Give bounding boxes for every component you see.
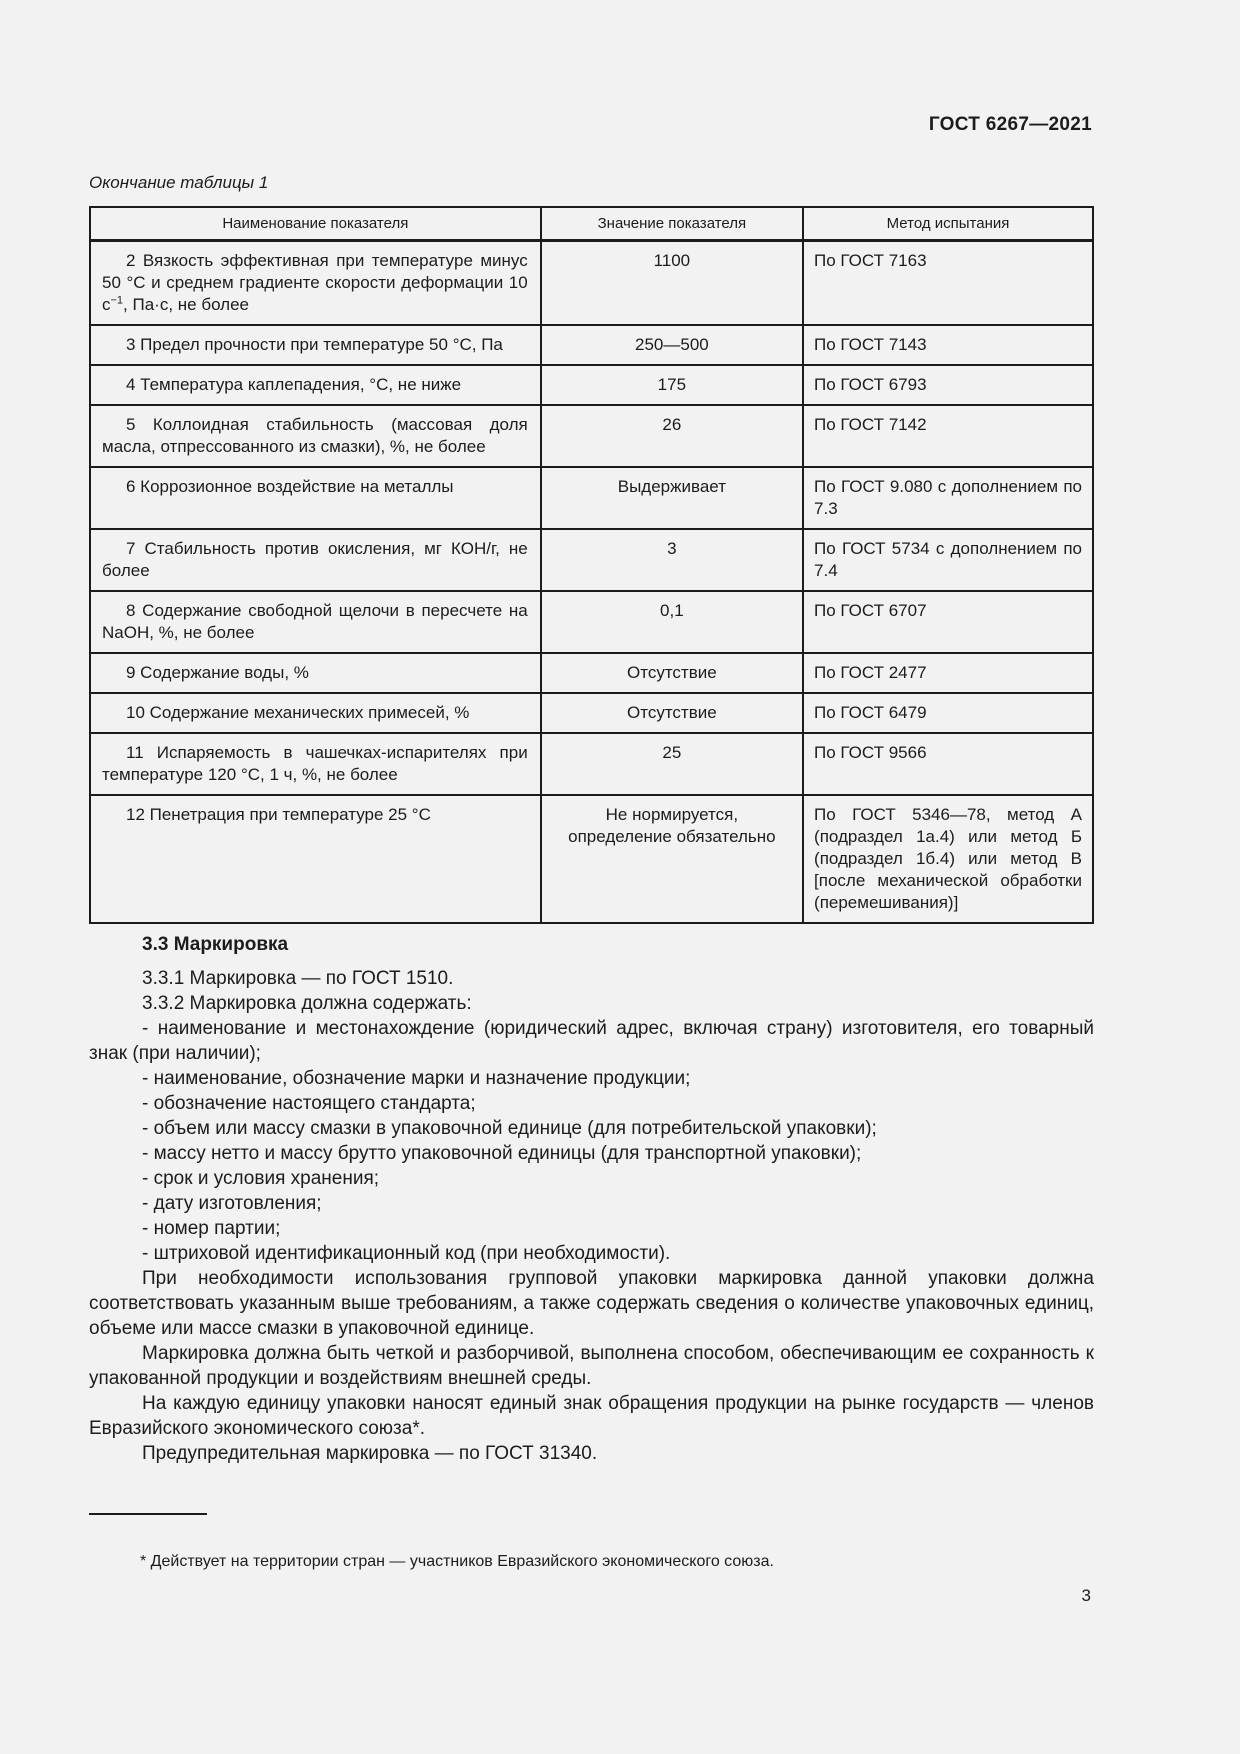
list-item: - наименование и местонахождение (юридический адрес, включая страну) изготовителя, его товарный знак (при наличии); — [89, 1018, 1094, 1064]
table-row — [90, 795, 1093, 923]
test-method-cell: По ГОСТ 6479 — [803, 693, 1093, 733]
indicator-name-cell: 11 Испаряемость в чашечках-испарителях при температуре 120 °С, 1 ч, %, не более — [90, 733, 541, 795]
footnote-divider — [89, 1513, 207, 1515]
table-row — [90, 693, 1093, 733]
indicator-name-cell: 9 Содержание воды, % — [90, 653, 541, 693]
indicator-name-cell — [90, 241, 541, 326]
exponent: −1 — [110, 294, 124, 307]
indicator-name-cell: 6 Коррозионное воздействие на металлы — [90, 467, 541, 529]
indicator-name-cell: 5 Коллоидная стабильность (массовая доля масла, отпрессованного из смазки), %, не более — [90, 405, 541, 467]
table-row — [90, 653, 1093, 693]
indicator-value-cell: Отсутствие — [541, 653, 803, 693]
test-method-cell: По ГОСТ 7163 — [803, 241, 1093, 326]
list-item: - штриховой идентификационный код (при необходимости). — [142, 1243, 671, 1264]
list-item: - дату изготовления; — [142, 1193, 322, 1214]
indicator-value-cell: Не нормируется, определение обязательно — [541, 795, 803, 923]
specification-table — [89, 206, 1094, 924]
indicator-name-cell: 8 Содержание свободной щелочи в пересчете на NaOH, %, не более — [90, 591, 541, 653]
paragraph: 3.3.2 Маркировка должна содержать: — [142, 993, 472, 1014]
test-method-cell: По ГОСТ 7143 — [803, 325, 1093, 365]
indicator-value-cell: 3 — [541, 529, 803, 591]
list-item: - наименование, обозначение марки и назначение продукции; — [142, 1068, 691, 1089]
table-caption: Окончание таблицы 1 — [89, 173, 269, 192]
indicator-name-cell: 3 Предел прочности при температуре 50 °С, Па — [90, 325, 541, 365]
test-method-cell: По ГОСТ 9566 — [803, 733, 1093, 795]
indicator-name-cell: 10 Содержание механических примесей, % — [90, 693, 541, 733]
paragraph: Маркировка должна быть четкой и разборчивой, выполнена способом, обеспечивающим ее сохранность к упакованной продукции и воздействиям внешней среды. — [89, 1343, 1094, 1389]
table-row — [90, 733, 1093, 795]
test-method-cell: По ГОСТ 5346—78, метод А (подраздел 1а.4) или метод Б (подраздел 1б.4) или метод В [после механической обработки (перемешивания)] — [803, 795, 1093, 923]
table-row — [90, 241, 1093, 326]
column-header-value: Значение показателя — [541, 207, 803, 241]
table-row — [90, 591, 1093, 653]
paragraph: 3.3.1 Маркировка — по ГОСТ 1510. — [142, 968, 454, 989]
indicator-value-cell: Отсутствие — [541, 693, 803, 733]
indicator-name-text-end: , Па·с, не более — [123, 295, 249, 314]
indicator-value-cell: Выдерживает — [541, 467, 803, 529]
list-item: - объем или массу смазки в упаковочной единице (для потребительской упаковки); — [142, 1118, 877, 1139]
table-row — [90, 325, 1093, 365]
paragraph: При необходимости использования групповой упаковки маркировка данной упаковки должна соответствовать указанным выше требованиям, а также содержать сведения о количестве упаковочных единиц, объеме или массе смазки в упаковочной единице. — [89, 1268, 1094, 1339]
paragraph: Предупредительная маркировка — по ГОСТ 31340. — [142, 1443, 598, 1464]
test-method-cell: По ГОСТ 2477 — [803, 653, 1093, 693]
list-item: - обозначение настоящего стандарта; — [142, 1093, 476, 1114]
indicator-value-cell: 175 — [541, 365, 803, 405]
table-row — [90, 405, 1093, 467]
list-item: - срок и условия хранения; — [142, 1168, 380, 1189]
test-method-cell: По ГОСТ 7142 — [803, 405, 1093, 467]
section-body — [89, 932, 1094, 1466]
list-item: - массу нетто и массу брутто упаковочной единицы (для транспортной упаковки); — [142, 1143, 862, 1164]
section-heading: 3.3 Маркировка — [142, 934, 289, 955]
test-method-cell: По ГОСТ 5734 с дополнением по 7.4 — [803, 529, 1093, 591]
list-item: - номер партии; — [142, 1218, 281, 1239]
indicator-name-text: 2 Вязкость эффективная при температуре минус 50 °С и среднем градиенте скорости деформации 10 с — [102, 251, 528, 314]
test-method-cell: По ГОСТ 6793 — [803, 365, 1093, 405]
table-row — [90, 529, 1093, 591]
column-header-name: Наименование показателя — [90, 207, 541, 241]
indicator-value-cell: 26 — [541, 405, 803, 467]
table-row — [90, 365, 1093, 405]
footnote: * Действует на территории стран — участников Евразийского экономического союза. — [140, 1553, 774, 1570]
indicator-value-cell: 0,1 — [541, 591, 803, 653]
test-method-cell: По ГОСТ 9.080 с дополнением по 7.3 — [803, 467, 1093, 529]
indicator-name-cell: 7 Стабильность против окисления, мг КОН/г, не более — [90, 529, 541, 591]
indicator-name-cell: 12 Пенетрация при температуре 25 °С — [90, 795, 541, 923]
indicator-name-cell: 4 Температура каплепадения, °С, не ниже — [90, 365, 541, 405]
table-header-row — [90, 207, 1093, 241]
page-number: 3 — [1081, 1586, 1091, 1605]
paragraph: На каждую единицу упаковки наносят единый знак обращения продукции на рынке государств — членов Евразийского экономического союза*. — [89, 1393, 1094, 1439]
document-id-header: ГОСТ 6267—2021 — [928, 114, 1092, 135]
indicator-value-cell: 1100 — [541, 241, 803, 326]
table-row — [90, 467, 1093, 529]
column-header-method: Метод испытания — [803, 207, 1093, 241]
indicator-value-cell: 250—500 — [541, 325, 803, 365]
indicator-value-cell: 25 — [541, 733, 803, 795]
test-method-cell: По ГОСТ 6707 — [803, 591, 1093, 653]
